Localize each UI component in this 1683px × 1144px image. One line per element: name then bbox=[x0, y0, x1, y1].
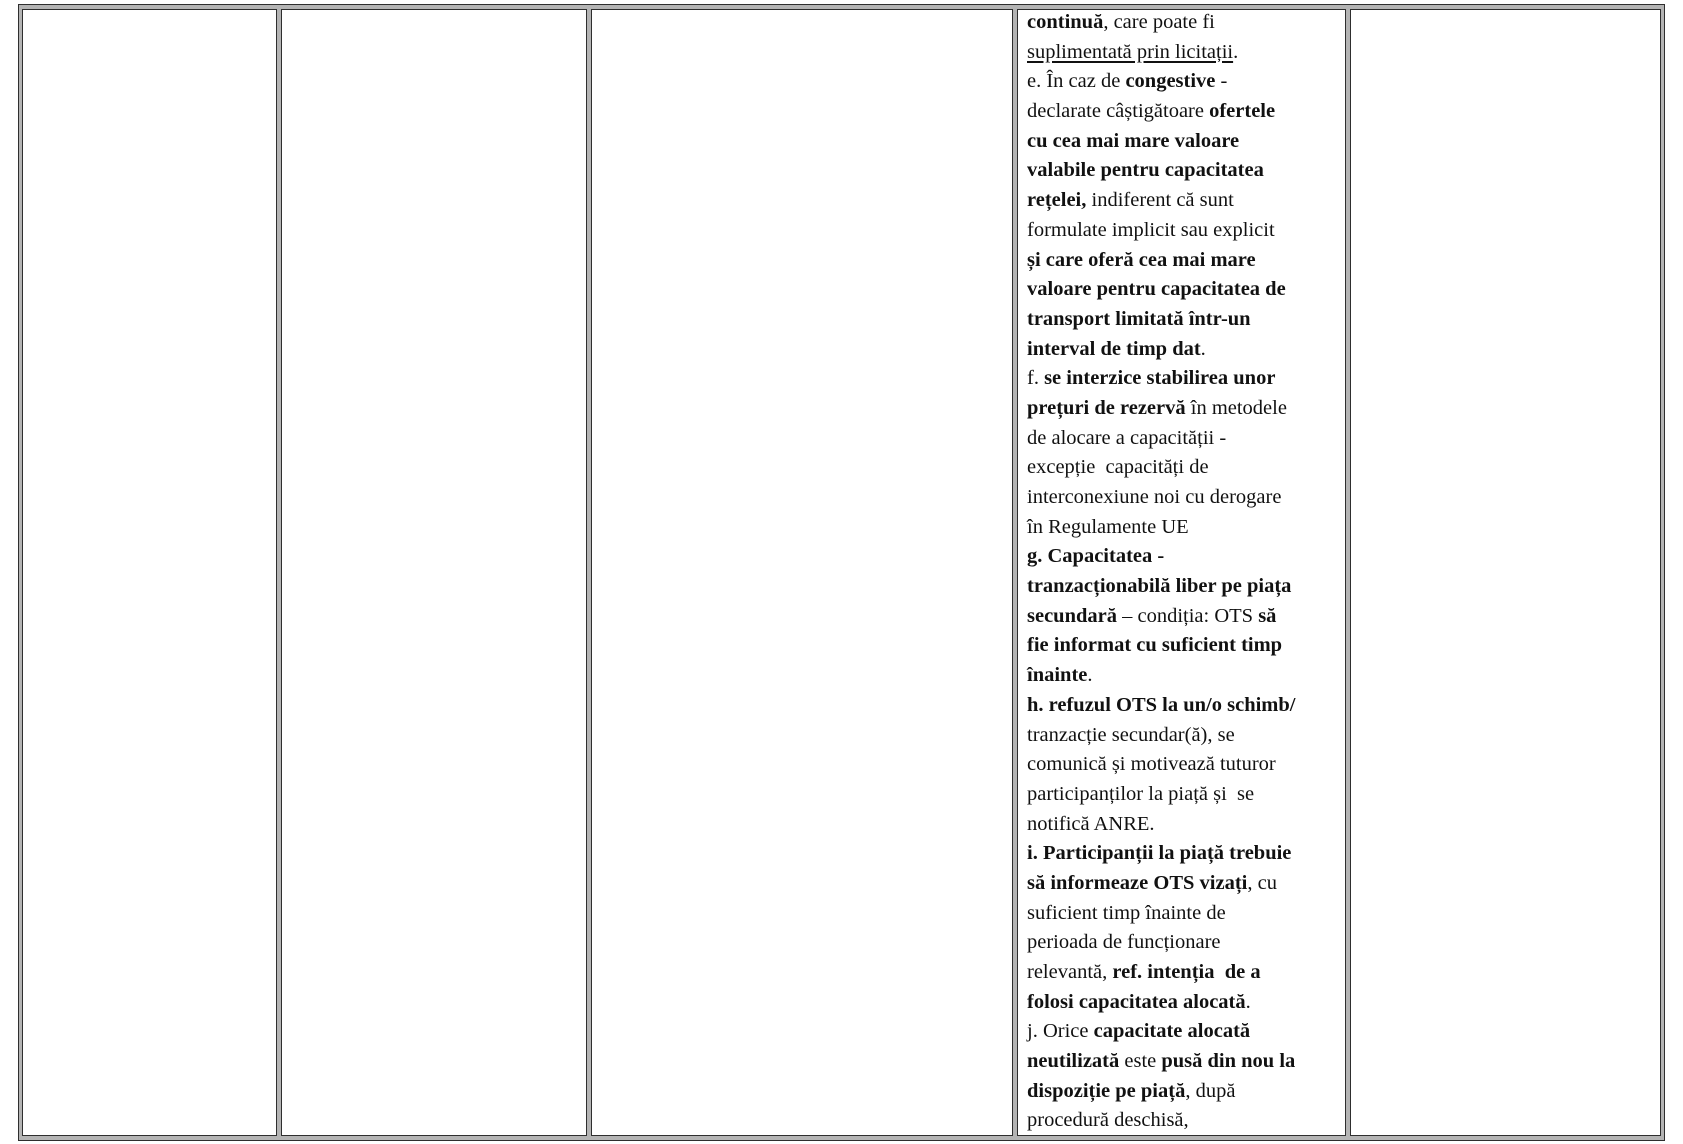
bold-text-run: transport limitată într-un bbox=[1027, 307, 1251, 330]
text-run: , care poate fi bbox=[1103, 11, 1215, 33]
bold-text-run: congestive bbox=[1125, 70, 1216, 93]
text-run: . bbox=[1233, 40, 1239, 63]
text-run: tranzacție secundar(ă), se bbox=[1027, 723, 1235, 746]
text-line bbox=[1027, 216, 1343, 246]
bold-text-run: i. Participanții la piață trebuie bbox=[1027, 842, 1292, 865]
text-line bbox=[1027, 275, 1343, 305]
text-run: suficient timp înainte de bbox=[1027, 901, 1226, 924]
text-line bbox=[1027, 691, 1343, 721]
text-line bbox=[1027, 364, 1343, 394]
table-cell-column-1 bbox=[22, 9, 277, 1136]
text-line bbox=[1027, 1047, 1343, 1077]
bold-text-run: valabile pentru capacitatea bbox=[1027, 159, 1264, 182]
bold-text-run: tranzacționabilă liber pe piața bbox=[1027, 575, 1292, 598]
text-line bbox=[1027, 839, 1343, 869]
underlined-text-run: suplimentată prin licitații bbox=[1027, 40, 1234, 63]
bold-text-run: să bbox=[1258, 604, 1277, 627]
bold-text-run: înainte bbox=[1027, 664, 1088, 687]
text-line bbox=[1027, 631, 1343, 661]
text-line bbox=[1027, 335, 1343, 365]
bold-text-run: continuă bbox=[1027, 11, 1104, 33]
text-line bbox=[1027, 38, 1343, 68]
text-line bbox=[1027, 1106, 1343, 1136]
bold-text-run: capacitate alocată bbox=[1093, 1020, 1251, 1043]
text-run: este bbox=[1119, 1050, 1162, 1073]
text-run: , cu bbox=[1247, 871, 1277, 894]
text-line bbox=[1027, 899, 1343, 929]
text-line bbox=[1027, 750, 1343, 780]
text-run: participanților la piață și se bbox=[1027, 782, 1255, 805]
text-run: notifică ANRE. bbox=[1027, 812, 1155, 835]
text-run: formulate implicit sau explicit bbox=[1027, 218, 1275, 241]
text-line bbox=[1027, 988, 1343, 1018]
text-run: e. În caz de bbox=[1027, 70, 1126, 93]
text-line bbox=[1027, 958, 1343, 988]
text-line bbox=[1027, 127, 1343, 157]
text-run: interconexiune noi cu derogare bbox=[1027, 486, 1282, 508]
bold-text-run: să informeaze OTS vizați bbox=[1027, 871, 1248, 894]
text-line bbox=[1027, 810, 1343, 840]
text-line bbox=[1027, 572, 1343, 602]
bold-text-run: interval de timp dat bbox=[1027, 337, 1201, 360]
column-4-text-block bbox=[1027, 8, 1343, 1136]
text-line bbox=[1027, 721, 1343, 751]
text-line bbox=[1027, 67, 1343, 97]
text-line bbox=[1027, 602, 1343, 632]
text-run: , după bbox=[1185, 1079, 1236, 1102]
bold-text-run: cu cea mai mare valoare bbox=[1027, 129, 1240, 152]
text-line bbox=[1027, 305, 1343, 335]
text-run: comunică și motivează tuturor bbox=[1027, 753, 1276, 776]
table-cell-column-2 bbox=[281, 9, 587, 1136]
table-cell-column-5 bbox=[1350, 9, 1661, 1136]
text-run: j. Orice bbox=[1027, 1020, 1094, 1043]
text-run: . bbox=[1245, 990, 1251, 1013]
text-run: în Regulamente UE bbox=[1027, 515, 1189, 538]
bold-text-run: neutilizată bbox=[1027, 1050, 1120, 1073]
text-line bbox=[1027, 8, 1343, 38]
bold-text-run: ref. intenția de a bbox=[1112, 961, 1261, 983]
bold-text-run: se interzice stabilirea unor bbox=[1044, 367, 1276, 390]
bold-text-run: h. refuzul OTS la un/o schimb/ bbox=[1027, 693, 1296, 716]
text-line bbox=[1027, 661, 1343, 691]
text-line bbox=[1027, 483, 1343, 513]
bold-text-run: și care oferă cea mai mare bbox=[1027, 248, 1256, 271]
text-line bbox=[1027, 780, 1343, 810]
text-run: în metodele bbox=[1185, 396, 1287, 419]
text-line bbox=[1027, 453, 1343, 483]
text-line bbox=[1027, 156, 1343, 186]
text-run: indiferent că sunt bbox=[1086, 189, 1234, 212]
bold-text-run: valoare pentru capacitatea de bbox=[1027, 278, 1286, 301]
bold-text-run: fie informat cu suficient timp bbox=[1027, 634, 1283, 657]
text-line bbox=[1027, 869, 1343, 899]
text-line bbox=[1027, 928, 1343, 958]
text-run: declarate câștigătoare bbox=[1027, 100, 1210, 123]
text-line bbox=[1027, 394, 1343, 424]
bold-text-run: ofertele bbox=[1209, 100, 1276, 123]
text-run: de alocare a capacității - bbox=[1027, 426, 1227, 449]
bold-text-run: folosi capacitatea alocată bbox=[1027, 990, 1246, 1013]
bold-text-run: pusă din nou la bbox=[1161, 1050, 1296, 1073]
text-line bbox=[1027, 1017, 1343, 1047]
text-line bbox=[1027, 97, 1343, 127]
text-run: excepție capacități de bbox=[1027, 456, 1209, 479]
text-line bbox=[1027, 513, 1343, 543]
text-run: . bbox=[1200, 337, 1206, 360]
text-line bbox=[1027, 424, 1343, 454]
bold-text-run: rețelei, bbox=[1027, 189, 1087, 212]
text-run: perioada de funcționare bbox=[1027, 931, 1221, 954]
text-run: relevantă, bbox=[1027, 961, 1113, 983]
text-run: f. bbox=[1027, 367, 1045, 390]
text-run: - bbox=[1215, 70, 1228, 93]
table-cell-column-3 bbox=[591, 9, 1013, 1136]
text-run: . bbox=[1087, 664, 1093, 687]
bold-text-run: secundară bbox=[1027, 604, 1117, 627]
text-line bbox=[1027, 1077, 1343, 1107]
text-run: – condiția: OTS bbox=[1116, 604, 1259, 627]
bold-text-run: dispoziție pe piață bbox=[1027, 1079, 1186, 1102]
text-run: procedură deschisă, bbox=[1027, 1109, 1189, 1132]
bold-text-run: g. Capacitatea - bbox=[1027, 545, 1165, 568]
text-line bbox=[1027, 542, 1343, 572]
text-line bbox=[1027, 246, 1343, 276]
text-line bbox=[1027, 186, 1343, 216]
bold-text-run: prețuri de rezervă bbox=[1027, 396, 1186, 419]
